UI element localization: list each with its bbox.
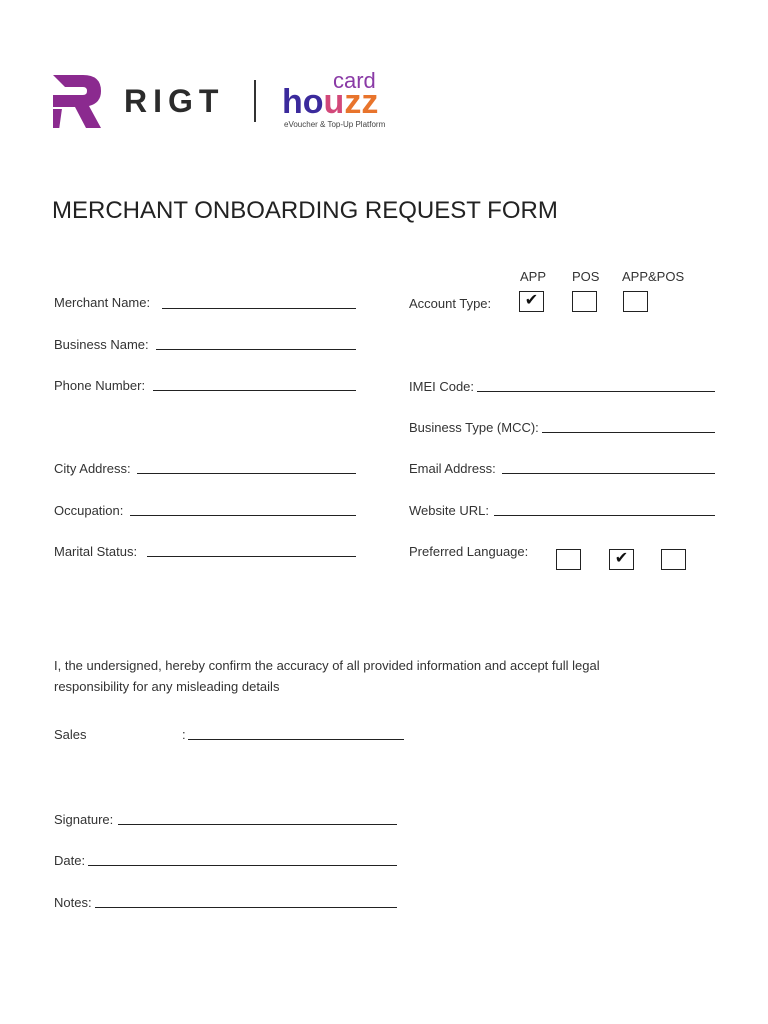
partner-logo-tagline: eVoucher & Top-Up Platform [284,120,386,129]
date-field[interactable] [88,865,397,866]
language-option-2-checkbox[interactable]: ✔ [609,549,634,570]
city-address-field[interactable] [137,473,356,474]
sales-label: Sales [54,727,87,742]
date-label: Date: [54,853,86,868]
business-type-label: Business Type (MCC): [409,420,539,435]
business-type-field[interactable] [542,432,715,433]
occupation-field[interactable] [130,515,356,516]
merchant-name-field[interactable] [162,308,356,309]
sales-colon: : [182,727,186,742]
website-url-field[interactable] [494,515,715,516]
email-address-label: Email Address: [409,461,496,476]
account-type-label: Account Type: [409,296,492,311]
notes-label: Notes: [54,895,92,910]
merchant-name-label: Merchant Name: [54,295,151,310]
partner-logo-part-3: zz [344,83,379,121]
account-type-option-app: APP [520,269,547,284]
account-type-option-app-pos: APP&POS [622,269,685,284]
account-type-app-checkbox[interactable]: ✔ [519,291,544,312]
account-type-app-pos-checkbox[interactable] [623,291,648,312]
notes-field[interactable] [95,907,397,908]
partner-logo-part-2: u [323,83,345,121]
preferred-language-label: Preferred Language: [409,544,529,559]
language-option-3-checkbox[interactable] [661,549,686,570]
account-type-option-pos: POS [572,269,600,284]
sales-field[interactable] [188,739,404,740]
website-url-label: Website URL: [409,503,489,518]
declaration-statement: I, the undersigned, hereby confirm the accuracy of all provided information and accept full legal responsibility for any misleading details [54,658,600,694]
imei-code-field[interactable] [477,391,715,392]
business-name-label: Business Name: [54,337,149,352]
account-type-pos-checkbox[interactable] [572,291,597,312]
logo-divider [254,80,256,122]
occupation-label: Occupation: [54,503,124,518]
partner-logo-card-text: card [333,68,376,93]
rigt-logo-icon [53,73,103,128]
city-address-label: City Address: [54,461,131,476]
marital-status-label: Marital Status: [54,544,138,559]
marital-status-field[interactable] [147,556,356,557]
partner-logo-wordmark [282,84,378,120]
email-address-field[interactable] [502,473,715,474]
partner-logo-part-1: ho [282,83,324,121]
signature-field[interactable] [118,824,397,825]
imei-code-label: IMEI Code: [409,379,475,394]
language-option-1-checkbox[interactable] [556,549,581,570]
form-title: MERCHANT ONBOARDING REQUEST FORM [52,197,558,224]
brand-name: RIGT [124,83,225,119]
phone-number-label: Phone Number: [54,378,146,393]
business-name-field[interactable] [156,349,356,350]
signature-label: Signature: [54,812,114,827]
phone-number-field[interactable] [153,390,356,391]
